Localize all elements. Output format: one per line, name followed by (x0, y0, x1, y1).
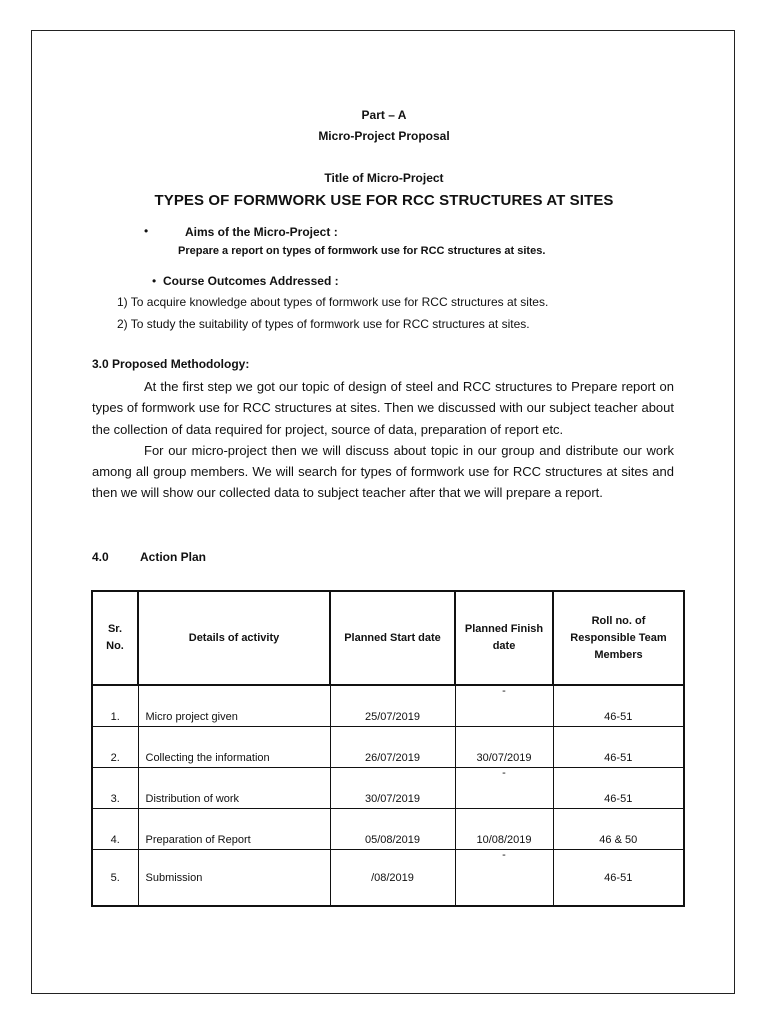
cell-start: 05/08/2019 (330, 809, 455, 850)
outcome-item: 1) To acquire knowledge about types of formwork use for RCC structures at sites. (117, 295, 549, 309)
cell-details: Submission (138, 850, 330, 907)
cell-finish: - (455, 850, 553, 907)
part-label: Part – A (361, 108, 407, 122)
table-row (92, 850, 684, 907)
cell-details: Micro project given (138, 685, 330, 727)
table-row (92, 727, 684, 768)
cell-sr: 1. (92, 685, 138, 727)
action-plan-number: 4.0 (92, 550, 109, 564)
cell-sr: 5. (92, 850, 138, 907)
cell-details: Collecting the information (138, 727, 330, 768)
aims-bullet: • (144, 224, 149, 238)
aims-text: Prepare a report on types of formwork use for RCC structures at sites. (178, 245, 546, 257)
cell-roll: 46 & 50 (553, 809, 684, 850)
col-details: Details of activity (138, 591, 330, 685)
col-start: Planned Start date (330, 591, 455, 685)
cell-roll: 46-51 (553, 850, 684, 907)
methodology-paragraph: For our micro-project then we will discuss about topic in our group and distribute our work among all group members. We will search for types of formwork use for RCC structures at sites and then we will show our collected data to subject teacher after that we will prepare a report. (92, 442, 674, 501)
action-plan-table (91, 590, 685, 907)
cell-start: 26/07/2019 (330, 727, 455, 768)
cell-finish: - (455, 685, 553, 727)
action-plan-heading: Action Plan (140, 550, 207, 564)
project-title: TYPES OF FORMWORK USE FOR RCC STRUCTURES AT SITES (154, 192, 614, 209)
cell-roll: 46-51 (553, 768, 684, 809)
cell-start: 30/07/2019 (330, 768, 455, 809)
cell-start: /08/2019 (330, 850, 455, 907)
table-row (92, 809, 684, 850)
table-row (92, 768, 684, 809)
methodology-paragraph: At the first step we got our topic of design of steel and RCC structures to Prepare report on types of formwork use for RCC structures at sites. Then we discussed with our subject teacher about the collection of data required for project, source of data, preparation of report etc. (92, 379, 674, 437)
outcome-item: 2) To study the suitability of types of formwork use for RCC structures at sites. (117, 317, 530, 331)
cell-finish: - (455, 768, 553, 809)
methodology-heading: 3.0 Proposed Methodology: (92, 357, 250, 371)
outcomes-heading: Course Outcomes Addressed : (163, 274, 339, 288)
table-row (92, 685, 684, 727)
cell-sr: 2. (92, 727, 138, 768)
outcomes-bullet: • (152, 274, 157, 288)
col-finish: Planned Finish date (455, 591, 553, 685)
col-sr: Sr. No. (92, 591, 138, 685)
table-header-row (92, 591, 684, 685)
cell-finish: 30/07/2019 (455, 727, 553, 768)
cell-roll: 46-51 (553, 685, 684, 727)
cell-sr: 3. (92, 768, 138, 809)
col-roll: Roll no. of Responsible Team Members (553, 591, 684, 685)
aims-heading: Aims of the Micro-Project : (185, 225, 338, 239)
cell-roll: 46-51 (553, 727, 684, 768)
cell-details: Preparation of Report (138, 809, 330, 850)
proposal-label: Micro-Project Proposal (318, 129, 450, 143)
cell-start: 25/07/2019 (330, 685, 455, 727)
cell-sr: 4. (92, 809, 138, 850)
cell-details: Distribution of work (138, 768, 330, 809)
title-label: Title of Micro-Project (324, 171, 444, 185)
methodology-text (92, 376, 674, 504)
cell-finish: 10/08/2019 (455, 809, 553, 850)
